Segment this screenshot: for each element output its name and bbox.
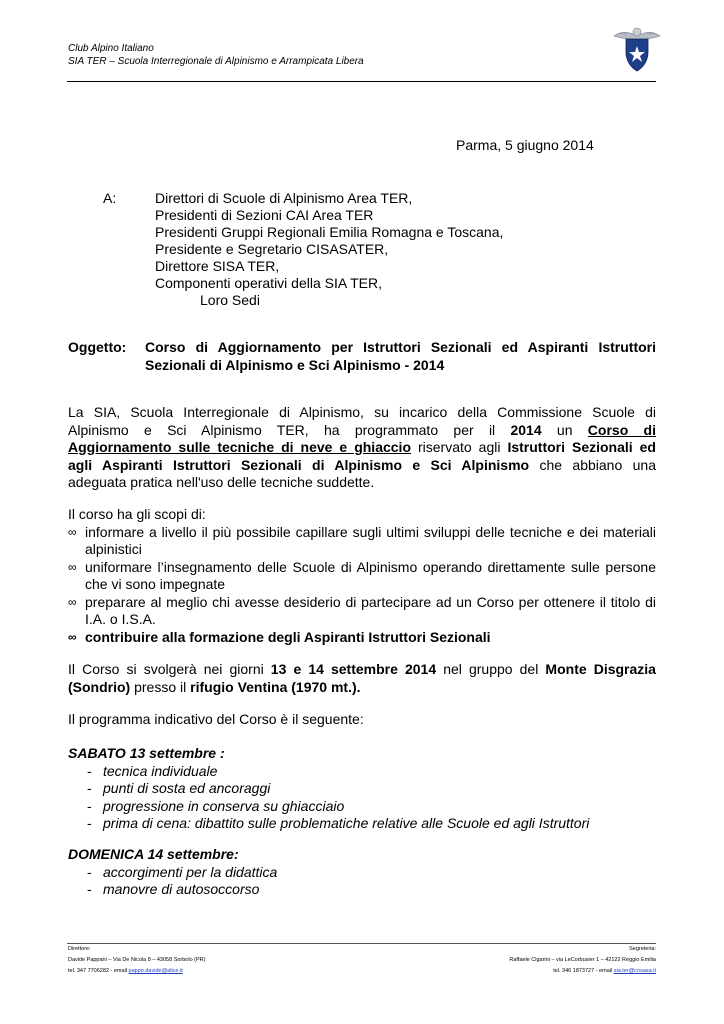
recipients-label: A: (103, 190, 117, 206)
intro-line-5: adeguata pratica nell'uso delle tecniche suddette. (68, 474, 375, 490)
list-item: - progressione in conserva su ghiacciaio (87, 797, 345, 814)
footer-secretary-address: Raffaele Cigarini – via LeCorbusier 1 – 42122 Reggio Emilia (509, 957, 656, 963)
recipients-closing: Loro Sedi (200, 292, 260, 308)
header-org: Club Alpino Italiano (68, 43, 154, 54)
subject-block (68, 338, 656, 374)
footer-secretary-title: Segreteria: (629, 946, 656, 952)
intro-line-1: La SIA, Scuola Interregionale di Alpinismo, su incarico della Commissione Scuole di (68, 404, 656, 420)
recipient-item: Direttori di Scuole di Alpinismo Area TER, (155, 190, 413, 206)
list-item: ∞ preparare al meglio chi avesse desiderio di partecipare ad un Corso per ottenere il titolo di I.A. o I.S.A. (68, 593, 656, 627)
list-item: - accorgimenti per la didattica (87, 863, 278, 880)
program-intro: Il programma indicativo del Corso è il seguente: (68, 711, 364, 727)
footer-secretary-contact: tel. 346 1873727 - email sia.ter@cnsasa.it (553, 968, 656, 974)
header-school: SIA TER – Scuola Interregionale di Alpinismo e Arrampicata Libera (68, 56, 364, 67)
cai-emblem-icon (612, 22, 662, 74)
footer-divider (67, 943, 656, 944)
infinity-bullet-icon: ∞ (68, 594, 77, 609)
footer-director-address: Davide Pappani – Via De Nicola 8 – 43058 Sorbolo (PR) (68, 957, 206, 963)
letter-date: Parma, 5 giugno 2014 (456, 137, 594, 153)
aims-title: Il corso ha gli scopi di: (68, 506, 206, 522)
recipient-item: Presidenti Gruppi Regionali Emilia Romagna e Toscana, (155, 224, 504, 240)
recipient-item: Presidenti di Sezioni CAI Area TER (155, 207, 374, 223)
intro-line-3: Aggiornamento sulle tecniche di neve e ghiaccio riservato agli Istruttori Sezionali ed (68, 439, 656, 455)
intro-line-2: Alpinismo e Sci Alpinismo TER, ha programmato per il 2014 un Corso di (68, 421, 656, 438)
subject-line-2: Sezionali di Alpinismo e Sci Alpinismo - 2014 (145, 357, 445, 373)
recipient-item: Componenti operativi della SIA TER, (155, 275, 382, 291)
recipient-item: Direttore SISA TER, (155, 258, 280, 274)
footer-director-title: Direttore: (68, 946, 91, 952)
infinity-bullet-icon: ∞ (68, 629, 77, 644)
sunday-section (68, 846, 656, 899)
director-email-link[interactable]: pappo.davide@alice.it (128, 968, 183, 974)
footer-director-contact: tel. 347 7706282 - email pappo.davide@alice.it (68, 968, 183, 974)
saturday-section (68, 745, 656, 833)
list-item: ∞ uniformare l’insegnamento delle Scuole di Alpinismo operando direttamente sulle persone che vi sono impegnate (68, 558, 656, 592)
list-item: - manovre di autosoccorso (87, 881, 260, 897)
course-link-2: Aggiornamento sulle tecniche di neve e ghiaccio (68, 439, 411, 455)
saturday-title: SABATO 13 settembre : (68, 745, 225, 761)
aims-section (68, 506, 656, 646)
list-item: ∞ contribuire alla formazione degli Aspiranti Istruttori Sezionali (68, 628, 491, 645)
intro-line-4: agli Aspiranti Istruttori Sezionali di Alpinismo e Sci Alpinismo che abbiano una (68, 456, 656, 473)
list-item: ∞ informare a livello il più possibile capillare sugli ultimi sviluppi delle tecniche e dei materiali alpinistici (68, 523, 656, 557)
saturday-list (68, 763, 656, 833)
list-item: - tecnica individuale (87, 762, 218, 779)
header-divider (67, 81, 656, 82)
subject-line-1: Corso di Aggiornamento per Istruttori Sezionali ed Aspiranti Istruttori (145, 339, 656, 355)
secretary-email-link[interactable]: sia.ter@cnsasa.it (613, 968, 656, 974)
dates-paragraph: Il Corso si svolgerà nei giorni 13 e 14 settembre 2014 nel gruppo del Monte Disgrazia (Sondrio) presso il rifugio Ventina (1970 mt.). (68, 661, 656, 695)
subject-label: Oggetto: (68, 339, 127, 355)
sunday-title: DOMENICA 14 settembre: (68, 846, 239, 862)
recipients-list (155, 190, 503, 309)
infinity-bullet-icon: ∞ (68, 559, 77, 574)
intro-paragraph (68, 404, 656, 492)
recipient-item: Presidente e Segretario CISASATER, (155, 241, 389, 257)
list-item: - prima di cena: dibattito sulle problematiche relative alle Scuole ed agli Istruttori (87, 815, 590, 831)
infinity-bullet-icon: ∞ (68, 524, 77, 539)
list-item: - punti di sosta ed ancoraggi (87, 780, 271, 796)
course-link-1: Corso di (587, 421, 656, 438)
sunday-list (68, 864, 656, 899)
aims-list (68, 524, 656, 647)
